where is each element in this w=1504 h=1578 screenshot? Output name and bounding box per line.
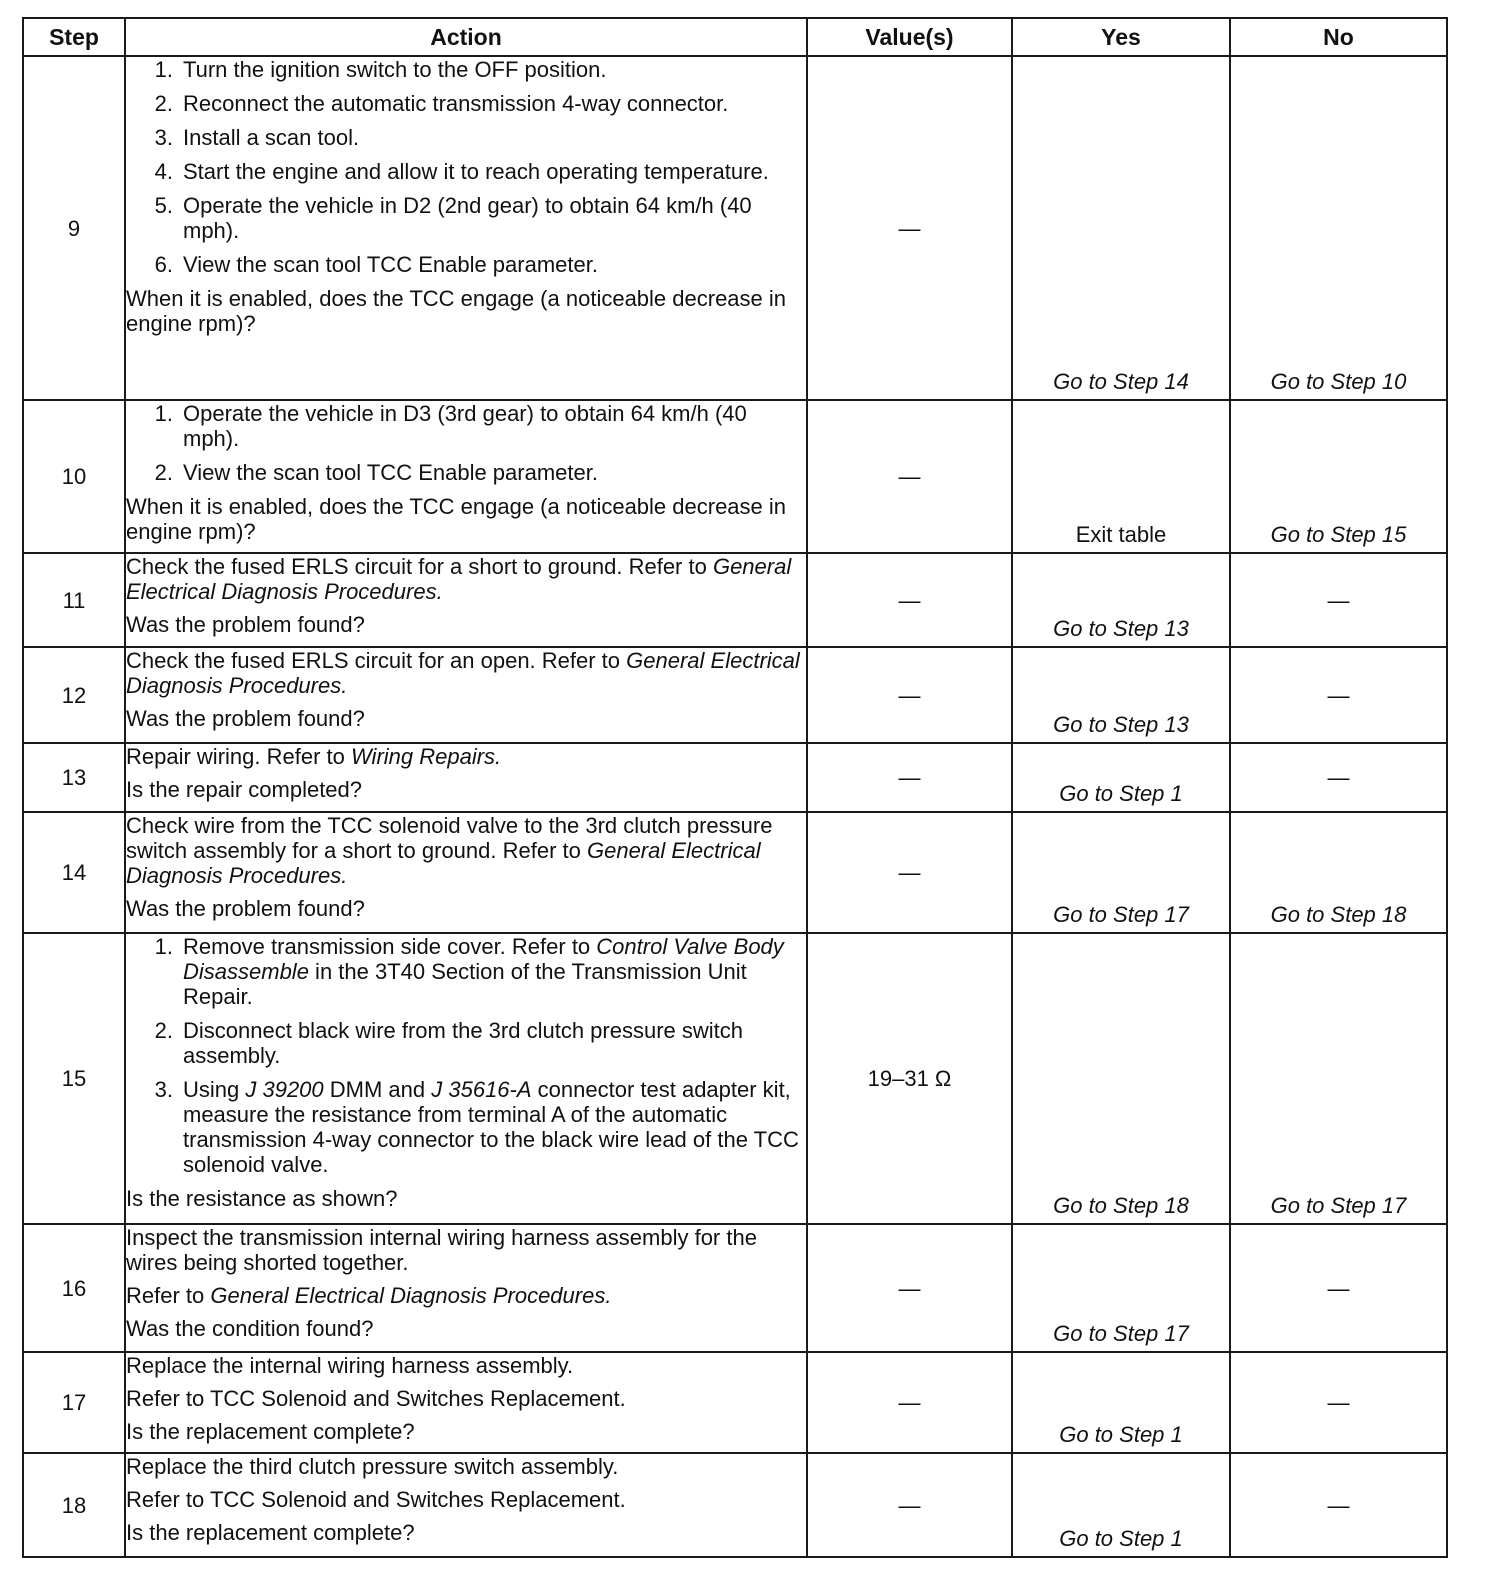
action-steps-list bbox=[126, 401, 806, 485]
table-row bbox=[23, 812, 1447, 933]
action-cell bbox=[125, 553, 807, 647]
action-step bbox=[126, 934, 806, 1009]
value-cell: — bbox=[807, 647, 1012, 743]
action-text: Repair wiring. Refer to bbox=[126, 744, 351, 769]
action-step-number: 1. bbox=[154, 57, 173, 82]
action-step-text bbox=[183, 57, 806, 82]
action-step-number: 5. bbox=[154, 193, 173, 218]
step-number: 16 bbox=[23, 1224, 125, 1352]
yes-cell: Exit table bbox=[1012, 400, 1230, 553]
yes-cell: Go to Step 13 bbox=[1012, 553, 1230, 647]
no-cell: — bbox=[1230, 553, 1447, 647]
action-step-number: 6. bbox=[154, 252, 173, 277]
table-row bbox=[23, 553, 1447, 647]
action-step-text bbox=[183, 159, 806, 184]
action-step bbox=[126, 252, 806, 277]
action-step-number: 4. bbox=[154, 159, 173, 184]
no-cell: Go to Step 10 bbox=[1230, 56, 1447, 400]
no-cell: Go to Step 17 bbox=[1230, 933, 1447, 1224]
reference-text: J 39200 bbox=[245, 1077, 324, 1102]
action-step bbox=[126, 57, 806, 82]
step-number: 9 bbox=[23, 56, 125, 400]
action-paragraph bbox=[126, 744, 806, 769]
header-step: Step bbox=[23, 18, 125, 56]
action-cell bbox=[125, 1453, 807, 1557]
action-text: Disconnect black wire from the 3rd clutch pressure switch assembly. bbox=[183, 1018, 743, 1068]
action-cell bbox=[125, 56, 807, 400]
action-cell bbox=[125, 743, 807, 812]
action-text: Start the engine and allow it to reach operating temperature. bbox=[183, 159, 769, 184]
action-text: Check wire from the TCC solenoid valve to the 3rd clutch pressure switch assembly for a short to ground. Refer to bbox=[126, 813, 773, 863]
action-paragraph bbox=[126, 813, 806, 888]
action-steps-list bbox=[126, 934, 806, 1177]
value-cell: — bbox=[807, 553, 1012, 647]
action-paragraph bbox=[126, 1487, 806, 1512]
action-text: DMM and bbox=[323, 1077, 432, 1102]
action-text: Refer to TCC Solenoid and Switches Replacement. bbox=[126, 1386, 626, 1411]
action-text: Was the problem found? bbox=[126, 896, 365, 921]
reference-text: Wiring Repairs. bbox=[350, 744, 502, 769]
value-cell: — bbox=[807, 400, 1012, 553]
action-text: View the scan tool TCC Enable parameter. bbox=[183, 252, 598, 277]
action-cell bbox=[125, 1224, 807, 1352]
action-text: Check the fused ERLS circuit for a short to ground. Refer to bbox=[126, 554, 713, 579]
yes-cell: Go to Step 18 bbox=[1012, 933, 1230, 1224]
action-cell bbox=[125, 1352, 807, 1453]
action-text: Replace the internal wiring harness assembly. bbox=[126, 1353, 574, 1378]
action-step-text bbox=[183, 460, 806, 485]
yes-cell: Go to Step 13 bbox=[1012, 647, 1230, 743]
action-text: Operate the vehicle in D2 (2nd gear) to obtain 64 km/h (40 mph). bbox=[183, 193, 752, 243]
action-paragraph bbox=[126, 1316, 806, 1341]
action-step bbox=[126, 193, 806, 243]
table-row bbox=[23, 933, 1447, 1224]
reference-text: General Electrical Diagnosis Procedures. bbox=[126, 554, 792, 604]
action-step-text bbox=[183, 401, 806, 451]
action-text: Reconnect the automatic transmission 4-way connector. bbox=[183, 91, 729, 116]
action-step bbox=[126, 460, 806, 485]
action-steps-list bbox=[126, 57, 806, 277]
step-number: 15 bbox=[23, 933, 125, 1224]
action-cell bbox=[125, 812, 807, 933]
diagnostic-table bbox=[22, 17, 1448, 1558]
yes-cell: Go to Step 1 bbox=[1012, 1352, 1230, 1453]
reference-text: Control Valve Body Disassemble bbox=[183, 934, 784, 984]
action-text: When it is enabled, does the TCC engage (a noticeable decrease in engine rpm)? bbox=[126, 286, 787, 336]
action-paragraph bbox=[126, 1520, 806, 1545]
yes-cell: Go to Step 14 bbox=[1012, 56, 1230, 400]
action-text: Turn the ignition switch to the OFF position. bbox=[183, 57, 607, 82]
action-step-text bbox=[183, 934, 806, 1009]
action-paragraph bbox=[126, 1283, 806, 1308]
action-text: Operate the vehicle in D3 (3rd gear) to obtain 64 km/h (40 mph). bbox=[183, 401, 747, 451]
action-text: connector test adapter kit, measure the resistance from terminal A of the automatic transmission 4-way connector to the black wire lead of the TCC solenoid valve. bbox=[183, 1077, 799, 1177]
action-text: Was the condition found? bbox=[126, 1316, 374, 1341]
action-text: Check the fused ERLS circuit for an open. Refer to bbox=[126, 648, 627, 673]
header-action: Action bbox=[125, 18, 807, 56]
reference-text: General Electrical Diagnosis Procedures. bbox=[210, 1283, 612, 1308]
no-cell: Go to Step 15 bbox=[1230, 400, 1447, 553]
header-no: No bbox=[1230, 18, 1447, 56]
value-cell: — bbox=[807, 743, 1012, 812]
action-step-number: 1. bbox=[154, 934, 173, 959]
action-step bbox=[126, 401, 806, 451]
action-step-number: 3. bbox=[154, 125, 173, 150]
step-number: 11 bbox=[23, 553, 125, 647]
yes-cell: Go to Step 1 bbox=[1012, 1453, 1230, 1557]
action-step bbox=[126, 159, 806, 184]
action-step-text bbox=[183, 1018, 806, 1068]
value-cell: — bbox=[807, 812, 1012, 933]
action-step bbox=[126, 1077, 806, 1177]
action-text: Was the problem found? bbox=[126, 612, 365, 637]
action-step-text bbox=[183, 125, 806, 150]
action-step-text bbox=[183, 193, 806, 243]
header-values: Value(s) bbox=[807, 18, 1012, 56]
step-number: 18 bbox=[23, 1453, 125, 1557]
table-row bbox=[23, 56, 1447, 400]
action-text: Install a scan tool. bbox=[183, 125, 360, 150]
action-paragraph bbox=[126, 896, 806, 921]
table-row bbox=[23, 1224, 1447, 1352]
action-step bbox=[126, 125, 806, 150]
no-cell: — bbox=[1230, 1352, 1447, 1453]
action-step-text bbox=[183, 1077, 806, 1177]
action-text: Is the resistance as shown? bbox=[126, 1186, 398, 1211]
no-cell: — bbox=[1230, 1453, 1447, 1557]
value-cell: — bbox=[807, 1453, 1012, 1557]
action-cell bbox=[125, 400, 807, 553]
value-cell: — bbox=[807, 56, 1012, 400]
action-step-number: 1. bbox=[154, 401, 173, 426]
no-cell: — bbox=[1230, 1224, 1447, 1352]
action-text: Inspect the transmission internal wiring harness assembly for the wires being shorted together. bbox=[126, 1225, 757, 1275]
action-paragraph bbox=[126, 1419, 806, 1444]
step-number: 12 bbox=[23, 647, 125, 743]
no-cell: — bbox=[1230, 743, 1447, 812]
action-paragraph bbox=[126, 494, 806, 544]
reference-text: J 35616-A bbox=[431, 1077, 532, 1102]
reference-text: General Electrical Diagnosis Procedures. bbox=[126, 838, 761, 888]
yes-cell: Go to Step 17 bbox=[1012, 812, 1230, 933]
reference-text: General Electrical Diagnosis Procedures. bbox=[126, 648, 800, 698]
action-cell bbox=[125, 647, 807, 743]
action-step-number: 2. bbox=[154, 91, 173, 116]
action-text: in the 3T40 Section of the Transmission Unit Repair. bbox=[183, 959, 747, 1009]
table-body bbox=[23, 56, 1447, 1557]
no-cell: Go to Step 18 bbox=[1230, 812, 1447, 933]
action-step-number: 2. bbox=[154, 460, 173, 485]
action-step-number: 2. bbox=[154, 1018, 173, 1043]
action-paragraph bbox=[126, 1454, 806, 1479]
action-step-text bbox=[183, 91, 806, 116]
action-text: Replace the third clutch pressure switch assembly. bbox=[126, 1454, 619, 1479]
action-paragraph bbox=[126, 648, 806, 698]
header-yes: Yes bbox=[1012, 18, 1230, 56]
action-step bbox=[126, 91, 806, 116]
action-text: When it is enabled, does the TCC engage (a noticeable decrease in engine rpm)? bbox=[126, 494, 787, 544]
action-text: Was the problem found? bbox=[126, 706, 365, 731]
action-paragraph bbox=[126, 1353, 806, 1378]
action-paragraph bbox=[126, 286, 806, 336]
action-text: Is the replacement complete? bbox=[126, 1419, 415, 1444]
table-row bbox=[23, 647, 1447, 743]
step-number: 14 bbox=[23, 812, 125, 933]
action-text: Remove transmission side cover. Refer to bbox=[183, 934, 597, 959]
action-step-number: 3. bbox=[154, 1077, 173, 1102]
no-cell: — bbox=[1230, 647, 1447, 743]
value-cell: — bbox=[807, 1352, 1012, 1453]
step-number: 10 bbox=[23, 400, 125, 553]
action-paragraph bbox=[126, 1225, 806, 1275]
action-text: Is the repair completed? bbox=[126, 777, 363, 802]
yes-cell: Go to Step 1 bbox=[1012, 743, 1230, 812]
action-paragraph bbox=[126, 612, 806, 637]
action-paragraph bbox=[126, 554, 806, 604]
table-row bbox=[23, 1453, 1447, 1557]
step-number: 13 bbox=[23, 743, 125, 812]
value-cell: 19–31 Ω bbox=[807, 933, 1012, 1224]
table-row bbox=[23, 1352, 1447, 1453]
action-text: Refer to bbox=[126, 1283, 211, 1308]
table-row bbox=[23, 743, 1447, 812]
action-step bbox=[126, 1018, 806, 1068]
action-paragraph bbox=[126, 777, 806, 802]
action-text: Is the replacement complete? bbox=[126, 1520, 415, 1545]
action-cell bbox=[125, 933, 807, 1224]
yes-cell: Go to Step 17 bbox=[1012, 1224, 1230, 1352]
action-paragraph bbox=[126, 706, 806, 731]
action-text: View the scan tool TCC Enable parameter. bbox=[183, 460, 598, 485]
action-text: Using bbox=[183, 1077, 246, 1102]
value-cell: — bbox=[807, 1224, 1012, 1352]
step-number: 17 bbox=[23, 1352, 125, 1453]
table-row bbox=[23, 400, 1447, 553]
action-paragraph bbox=[126, 1186, 806, 1211]
action-step-text bbox=[183, 252, 806, 277]
action-paragraph bbox=[126, 1386, 806, 1411]
action-text: Refer to TCC Solenoid and Switches Replacement. bbox=[126, 1487, 626, 1512]
header-row bbox=[23, 18, 1447, 56]
